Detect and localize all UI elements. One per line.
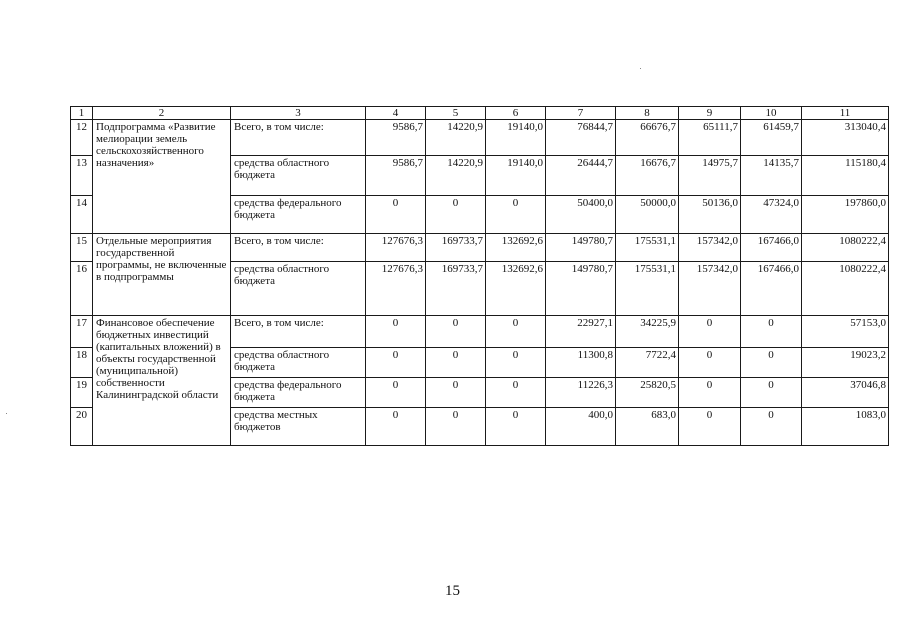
scan-speck [640,68,641,69]
value-cell: 9586,7 [366,156,426,196]
row-number: 18 [71,348,93,378]
value-cell: 115180,4 [802,156,889,196]
header-cell: 11 [802,107,889,120]
value-cell: 132692,6 [486,234,546,262]
value-cell: 0 [426,316,486,348]
value-cell: 175531,1 [616,262,679,316]
value-cell: 0 [366,196,426,234]
program-name: Отдельные мероприятия государственной программы, не включенные в подпрограммы [93,234,231,316]
value-cell: 76844,7 [546,120,616,156]
value-cell: 197860,0 [802,196,889,234]
value-cell: 26444,7 [546,156,616,196]
value-cell: 149780,7 [546,262,616,316]
value-cell: 61459,7 [741,120,802,156]
value-cell: 0 [366,348,426,378]
header-cell: 7 [546,107,616,120]
value-cell: 1080222,4 [802,234,889,262]
value-cell: 0 [741,408,802,446]
value-cell: 127676,3 [366,262,426,316]
funding-source: средства федерального бюджета [231,378,366,408]
value-cell: 0 [741,378,802,408]
scan-speck [6,413,7,414]
value-cell: 169733,7 [426,262,486,316]
value-cell: 0 [486,408,546,446]
value-cell: 50400,0 [546,196,616,234]
value-cell: 9586,7 [366,120,426,156]
value-cell: 149780,7 [546,234,616,262]
value-cell: 50136,0 [679,196,741,234]
header-cell: 8 [616,107,679,120]
value-cell: 65111,7 [679,120,741,156]
header-cell: 1 [71,107,93,120]
value-cell: 0 [426,348,486,378]
row-number: 19 [71,378,93,408]
value-cell: 0 [679,316,741,348]
value-cell: 34225,9 [616,316,679,348]
value-cell: 167466,0 [741,234,802,262]
funding-source: Всего, в том числе: [231,234,366,262]
value-cell: 22927,1 [546,316,616,348]
header-cell: 9 [679,107,741,120]
value-cell: 0 [426,408,486,446]
value-cell: 19023,2 [802,348,889,378]
funding-source: средства областного бюджета [231,156,366,196]
value-cell: 0 [679,348,741,378]
value-cell: 0 [486,348,546,378]
value-cell: 157342,0 [679,262,741,316]
funding-source: средства областного бюджета [231,262,366,316]
value-cell: 0 [426,196,486,234]
program-name: Финансовое обеспечение бюджетных инвестиций (капитальных вложений) в объекты государственной (муниципальной) собственности Калининградской области [93,316,231,446]
value-cell: 7722,4 [616,348,679,378]
value-cell: 14220,9 [426,120,486,156]
value-cell: 0 [741,316,802,348]
value-cell: 50000,0 [616,196,679,234]
value-cell: 313040,4 [802,120,889,156]
page-number: 15 [445,583,460,599]
value-cell: 132692,6 [486,262,546,316]
header-cell: 3 [231,107,366,120]
value-cell: 11300,8 [546,348,616,378]
value-cell: 127676,3 [366,234,426,262]
value-cell: 0 [741,348,802,378]
row-number: 15 [71,234,93,262]
header-cell: 10 [741,107,802,120]
value-cell: 169733,7 [426,234,486,262]
funding-source: Всего, в том числе: [231,316,366,348]
value-cell: 0 [486,316,546,348]
value-cell: 19140,0 [486,156,546,196]
value-cell: 0 [679,378,741,408]
value-cell: 47324,0 [741,196,802,234]
value-cell: 683,0 [616,408,679,446]
value-cell: 37046,8 [802,378,889,408]
value-cell: 25820,5 [616,378,679,408]
value-cell: 14975,7 [679,156,741,196]
value-cell: 66676,7 [616,120,679,156]
value-cell: 1083,0 [802,408,889,446]
header-row [71,107,889,120]
table-row [71,234,889,262]
header-cell: 2 [93,107,231,120]
value-cell: 0 [486,196,546,234]
value-cell: 175531,1 [616,234,679,262]
funding-source: средства областного бюджета [231,348,366,378]
row-number: 16 [71,262,93,316]
row-number: 20 [71,408,93,446]
value-cell: 14220,9 [426,156,486,196]
value-cell: 0 [366,316,426,348]
funding-source: средства местных бюджетов [231,408,366,446]
value-cell: 16676,7 [616,156,679,196]
row-number: 12 [71,120,93,156]
value-cell: 0 [679,408,741,446]
table-row [71,316,889,348]
value-cell: 14135,7 [741,156,802,196]
funding-source: средства федерального бюджета [231,196,366,234]
value-cell: 57153,0 [802,316,889,348]
header-cell: 5 [426,107,486,120]
header-cell: 4 [366,107,426,120]
row-number: 14 [71,196,93,234]
value-cell: 11226,3 [546,378,616,408]
row-number: 17 [71,316,93,348]
value-cell: 167466,0 [741,262,802,316]
value-cell: 157342,0 [679,234,741,262]
value-cell: 0 [366,408,426,446]
row-number: 13 [71,156,93,196]
value-cell: 19140,0 [486,120,546,156]
value-cell: 0 [486,378,546,408]
table-row [71,120,889,156]
budget-table [70,106,889,446]
value-cell: 400,0 [546,408,616,446]
value-cell: 0 [426,378,486,408]
value-cell: 0 [366,378,426,408]
header-cell: 6 [486,107,546,120]
value-cell: 1080222,4 [802,262,889,316]
funding-source: Всего, в том числе: [231,120,366,156]
program-name: Подпрограмма «Развитие мелиорации земель сельскохозяйственного назначения» [93,120,231,234]
